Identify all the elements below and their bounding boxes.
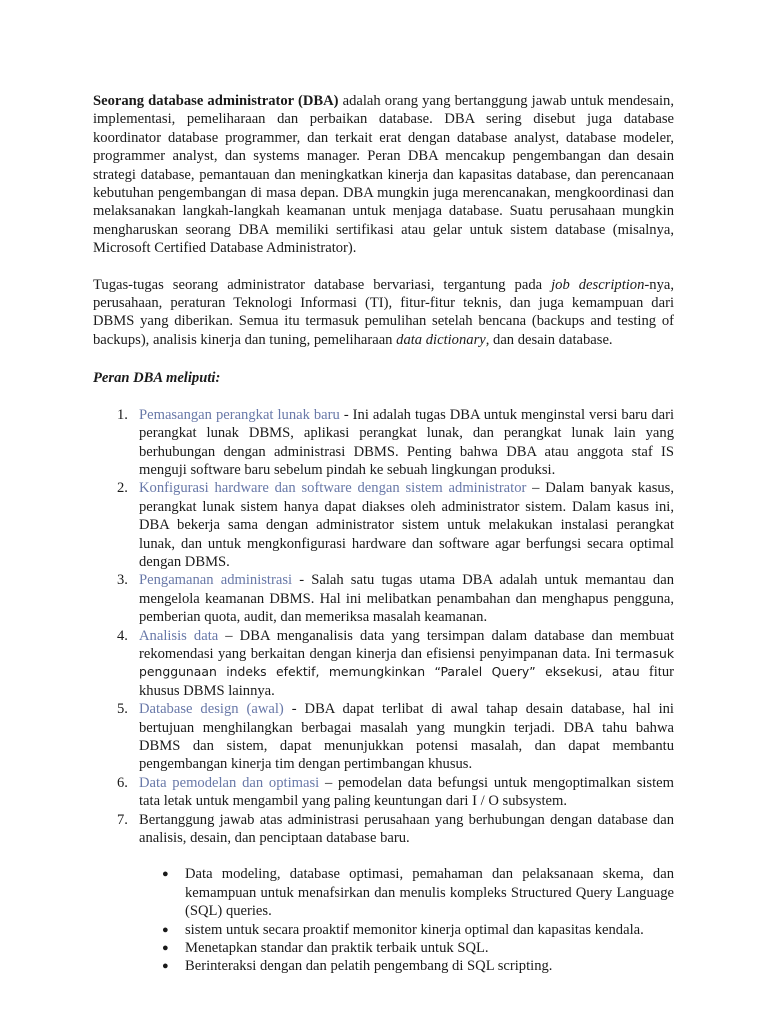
role-item [93, 700, 674, 774]
role-text-sans: termasuk penggunaan indeks efektif, memungkinkan “Paralel Query” eksekusi, atau [139, 645, 674, 680]
roles-list [93, 406, 674, 848]
tasks-text-2: -nya, perusahaan, peraturan Teknologi Informasi (TI), fitur-fitur teknis, dan juga kemampuan dari DBMS yang diberikan. Semua itu termasuk pemulihan setelah bencana (backups and testing of backups), analisis kinerja dan tuning, pemeliharaan [93, 276, 674, 348]
tasks-text-1: Tugas-tugas seorang administrator database bervariasi, tergantung pada [93, 276, 552, 293]
role-title: Data pemodelan dan optimasi [139, 774, 320, 791]
role-title: Pemasangan perangkat lunak baru [139, 406, 340, 423]
role-number: 1. [117, 406, 128, 423]
role-text: – DBA menganalisis data yang tersimpan dalam database dan membuat rekomendasi yang berkaitan dengan kinerja dan efisiensi penyimpanan data. Ini [139, 627, 675, 662]
bullet-text: Menetapkan standar dan praktik terbaik untuk SQL. [185, 940, 489, 957]
bullet-item [93, 865, 674, 920]
tasks-text-3: , dan desain database. [485, 331, 613, 348]
role-title: Analisis data [139, 627, 219, 644]
intro-paragraph [93, 92, 674, 258]
role-item [93, 479, 674, 571]
role-number: 7. [117, 811, 128, 828]
role-text: - Salah satu tugas utama DBA adalah untuk memantau dan mengelola keamanan DBMS. Hal ini melibatkan penambahan dan menghapus pengguna, pemberian quota, audit, dan memeriksa masalah keamanan. [139, 572, 674, 626]
responsibilities-list [93, 865, 674, 975]
role-text: Bertanggung jawab atas administrasi perusahaan yang berhubungan dengan database dan analisis, desain, dan penciptaan database baru. [139, 811, 674, 847]
role-title: Pengamanan administrasi [139, 572, 293, 589]
role-item [93, 571, 674, 626]
role-text: - Ini adalah tugas DBA untuk menginstal versi baru dari perangkat lunak DBMS, aplikasi perangkat lunak, dan perangkat lunak lain yang berhubungan dengan administrasi DBMS. Penting bahwa DBA atau anggota staf IS menguji software baru sebelum pindah ke sebuah lingkungan produksi. [139, 406, 675, 478]
bullet-text: sistem untuk secara proaktif memonitor kinerja optimal dan kapasitas kendala. [185, 921, 644, 938]
bullet-item [93, 939, 674, 957]
intro-text: adalah orang yang bertanggung jawab untuk mendesain, implementasi, pemeliharaan dan perbaikan database. DBA sering disebut juga database koordinator database programmer, dan terkait erat dengan database analyst, database modeler, programmer analyst, dan systems manager. Peran DBA mencakup pengembangan dan desain strategi database, pemantauan dan meningkatkan kinerja dan kapasitas database, dan perencanaan kebutuhan pengembangan di masa depan. DBA mungkin juga merencanakan, mengkoordinasi dan melaksanakan langkah-langkah keamanan untuk menjaga database. Suatu perusahaan mungkin mengharuskan seorang DBA memiliki sertifikasi atau gelar untuk sistem database (misalnya, Microsoft Certified Database Administrator). [93, 93, 674, 257]
role-number: 6. [117, 774, 128, 791]
bullet-item [93, 921, 674, 939]
document-body [93, 92, 674, 976]
tasks-paragraph [93, 276, 674, 350]
role-text: - DBA dapat terlibat di awal tahap desain database, hal ini bertujuan menghilangkan berbagai masalah yang mungkin terjadi. DBA tahu bahwa DBMS dan sistem, dapat menunjukkan potensi masalah, dan dapat membantu pengembangan kinerja tim dengan pertimbangan khusus. [139, 701, 674, 773]
role-number: 5. [117, 701, 128, 718]
role-title: Konfigurasi hardware dan software dengan sistem administrator [139, 480, 527, 497]
role-item [93, 627, 674, 701]
bullet-dot-icon: ● [162, 960, 169, 973]
intro-bold-lead: Seorang database administrator (DBA) [93, 93, 339, 109]
roles-heading: Peran DBA meliputi: [93, 370, 221, 387]
bullet-text: Data modeling, database optimasi, pemahaman dan pelaksanaan skema, dan kemampuan untuk menafsirkan dan menulis kompleks Structured Query Language (SQL) queries. [185, 866, 674, 920]
bullet-item [93, 957, 674, 975]
tasks-emphasis-2: data dictionary [396, 331, 486, 348]
bullet-dot-icon: ● [162, 942, 169, 955]
role-item [93, 811, 674, 848]
role-text: – pemodelan data befungsi untuk mengoptimalkan sistem tata letak untuk mengambil yang paling keuntungan dari I / O subsystem. [139, 774, 674, 810]
tasks-emphasis-1: job description [551, 276, 645, 293]
bullet-text: Berinteraksi dengan dan pelatih pengembang di SQL scripting. [185, 958, 553, 975]
bullet-dot-icon: ● [162, 923, 169, 936]
role-title: Database design (awal) [139, 701, 284, 718]
role-number: 4. [117, 627, 128, 644]
bullet-dot-icon: ● [162, 868, 169, 881]
role-text-after: fitur khusus DBMS lainnya. [139, 664, 674, 699]
role-item [93, 406, 674, 480]
role-item [93, 774, 674, 811]
role-text: – Dalam banyak kasus, perangkat lunak sistem hanya dapat diakses oleh administrator sistem. Dalam kasus ini, DBA bekerja sama dengan administrator sistem untuk melakukan instalasi perangkat lunak, dan untuk mengkonfigurasi hardware dan software agar berfungsi secara optimal dengan DBMS. [139, 480, 674, 570]
role-number: 3. [117, 572, 128, 589]
role-number: 2. [117, 480, 128, 497]
